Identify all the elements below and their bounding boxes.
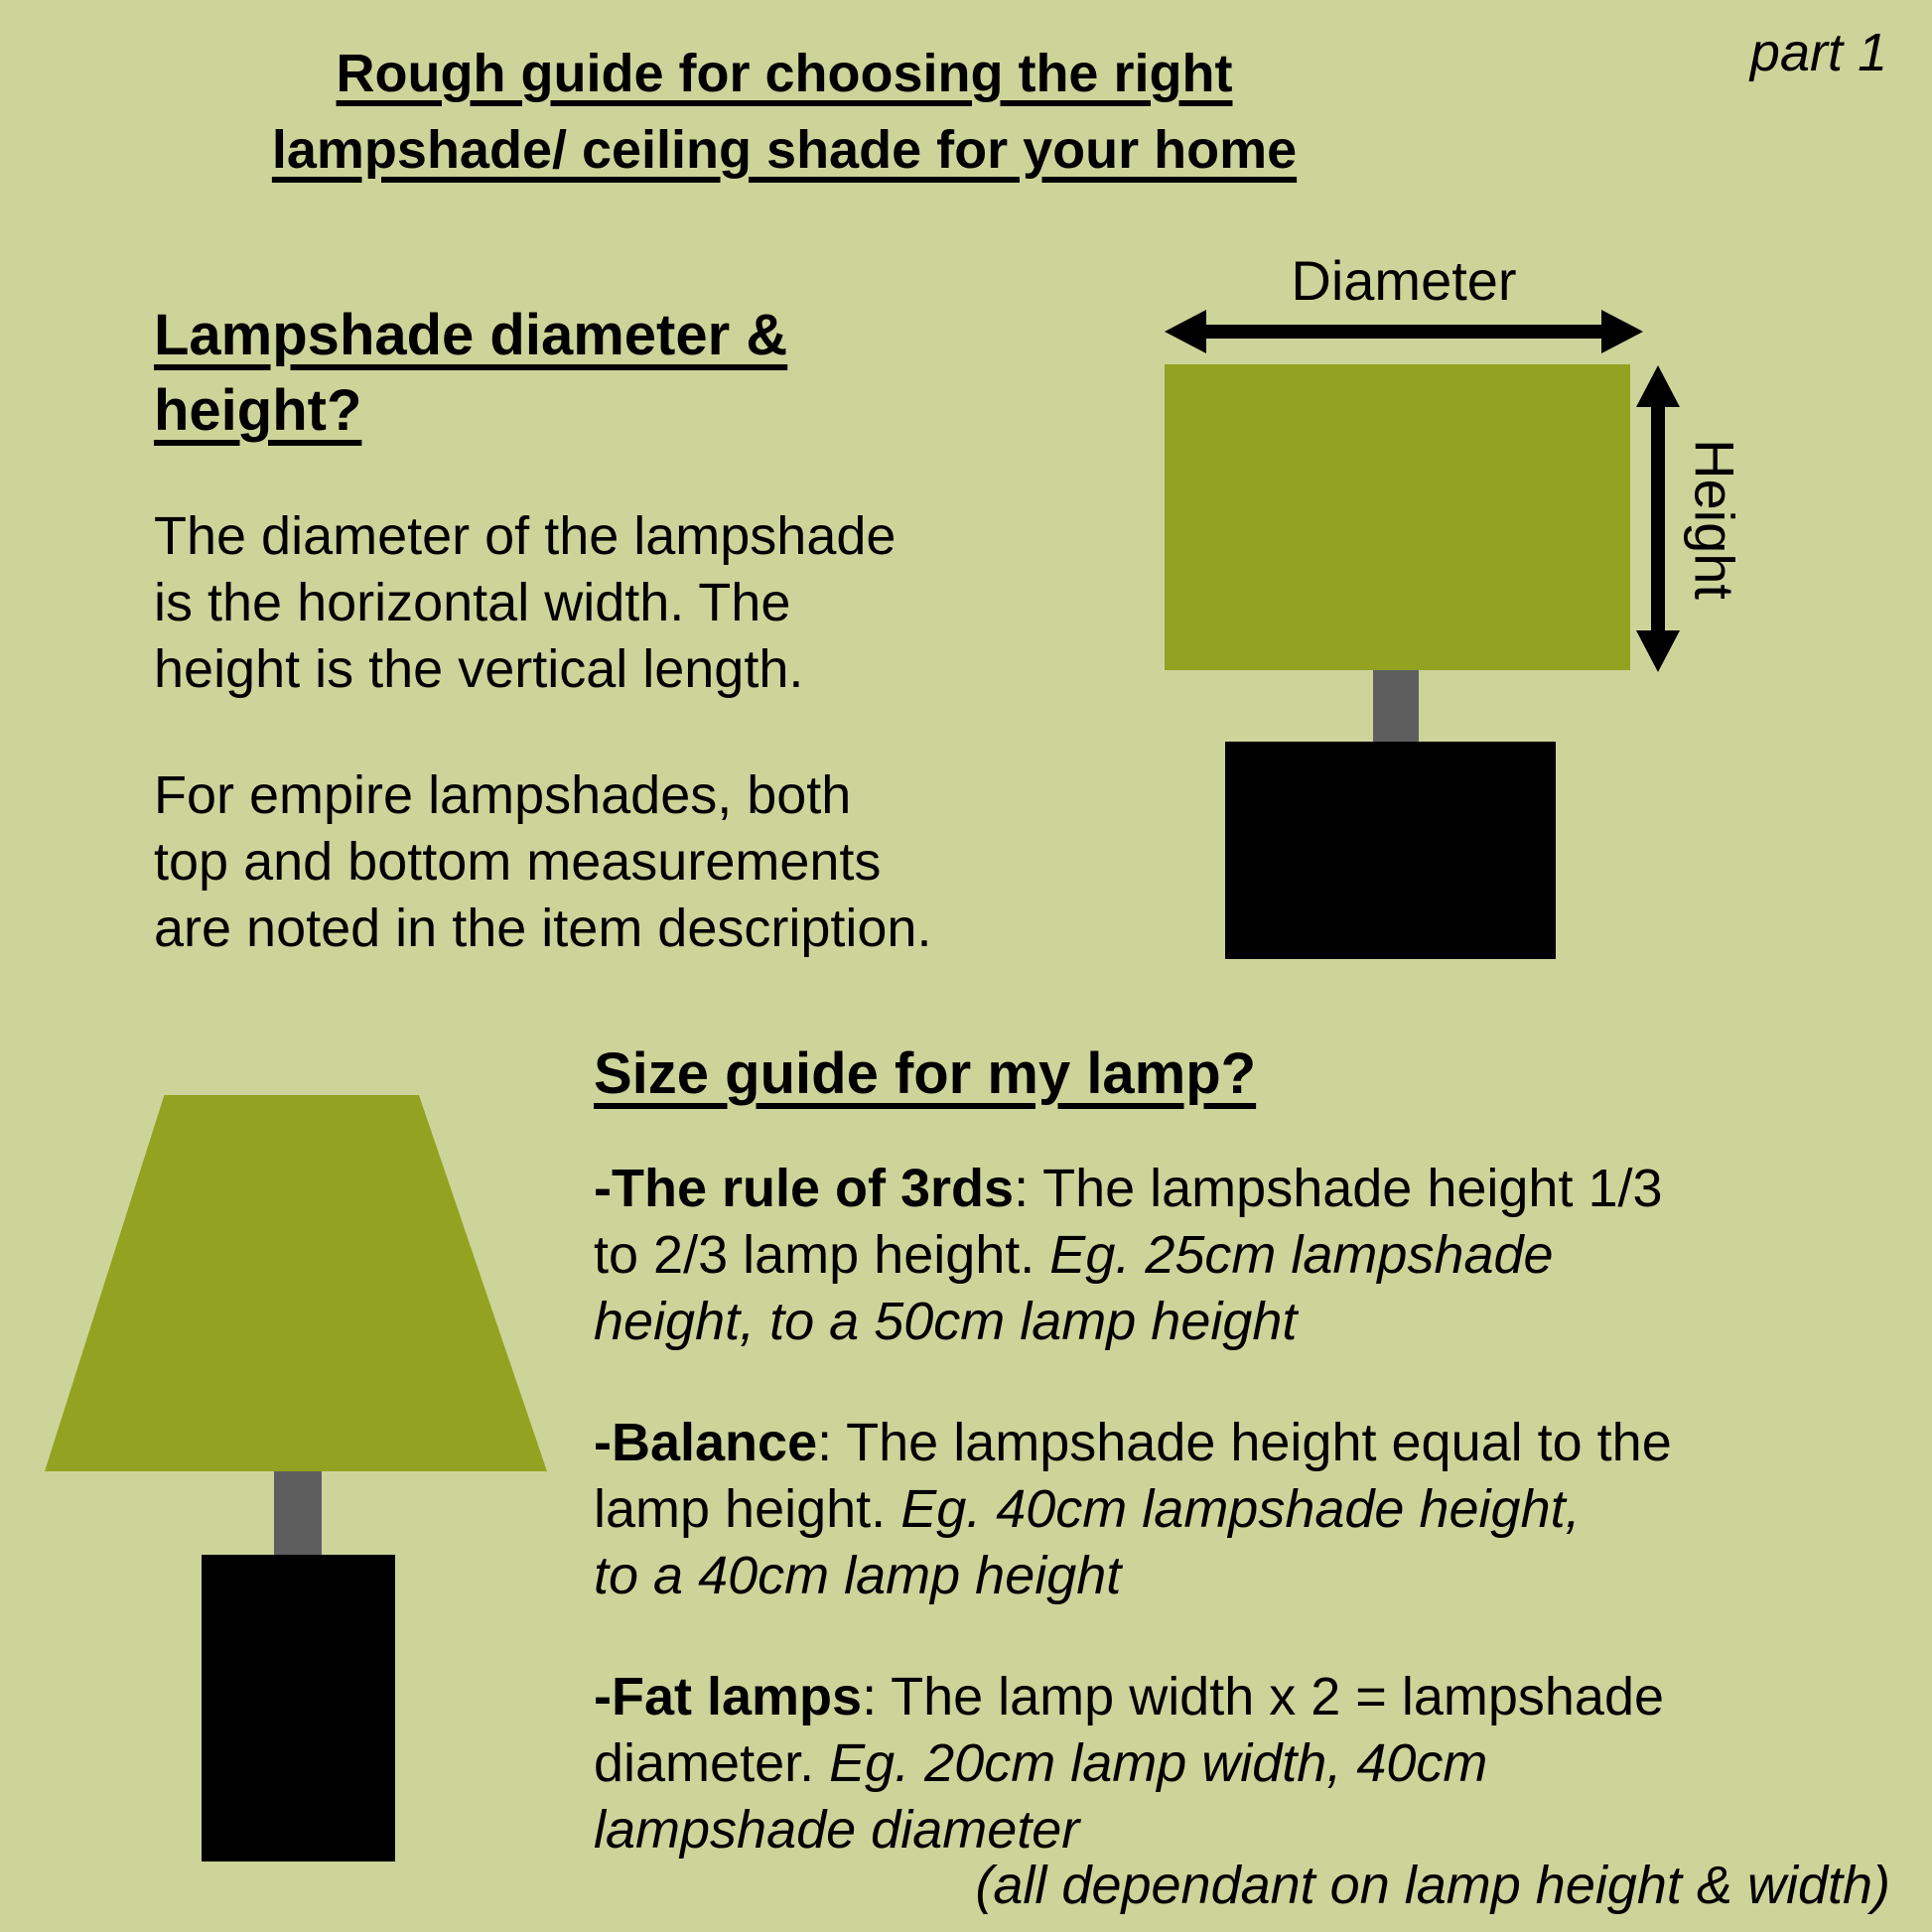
bullet-line: [594, 1730, 1924, 1797]
diameter-paragraph: [154, 503, 1127, 703]
bullet-text: : The lamp width x 2 = lampshade: [862, 1667, 1665, 1726]
arrow-right-tip-icon: [1601, 310, 1643, 353]
bullet-line: [594, 1664, 1924, 1730]
arrow-bottom-tip-icon: [1636, 630, 1680, 672]
lamp-base-shape: [202, 1555, 395, 1862]
bullet-text: to 2/3 lamp height.: [594, 1225, 1050, 1285]
bullet-line: [594, 1476, 1924, 1543]
page-title-line-1: Rough guide for choosing the right: [336, 44, 1233, 103]
footnote: (all dependant on lamp height & width): [975, 1856, 1890, 1915]
paragraph-line: height is the vertical length.: [154, 639, 804, 699]
bullet-example-text: Eg. 40cm lampshade height,: [900, 1479, 1581, 1539]
rule-of-3rds-bullet: [594, 1156, 1924, 1355]
size-guide-section: [594, 1035, 1924, 1863]
paragraph-line: top and bottom measurements: [154, 832, 882, 892]
paragraph-line: For empire lampshades, both: [154, 765, 852, 825]
lampshade-trapezoid-shape: [45, 1095, 547, 1471]
height-label: Height: [1683, 439, 1746, 600]
bullet-bold-label: -Fat lamps: [594, 1667, 863, 1726]
fat-lamps-bullet: [594, 1664, 1924, 1863]
lamp-stem-shape: [1373, 670, 1419, 742]
bullet-text: : The lampshade height equal to the: [817, 1413, 1672, 1472]
bullet-example-text: to a 40cm lamp height: [594, 1546, 1122, 1605]
bullet-line: [594, 1410, 1924, 1476]
bullet-example-text: Eg. 20cm lamp width, 40cm: [829, 1733, 1488, 1793]
diameter-height-section: [154, 298, 1127, 962]
arrow-shaft: [1206, 325, 1601, 339]
paragraph-line: is the horizontal width. The: [154, 573, 791, 632]
bullet-line: [594, 1543, 1924, 1609]
bullet-line: [594, 1797, 1924, 1863]
lamp-base-shape: [1225, 742, 1556, 959]
arrow-left-tip-icon: [1165, 310, 1206, 353]
bullet-bold-label: -The rule of 3rds: [594, 1159, 1015, 1218]
bullet-text: lamp height.: [594, 1479, 901, 1539]
balance-bullet: [594, 1410, 1924, 1609]
diameter-label: Diameter: [1291, 249, 1517, 312]
page-title: [169, 36, 1400, 189]
arrow-top-tip-icon: [1636, 365, 1680, 407]
bullet-text: diameter.: [594, 1733, 830, 1793]
section-heading-line-1: Lampshade diameter &: [154, 303, 788, 367]
bullet-example-text: height, to a 50cm lamp height: [594, 1292, 1298, 1351]
part-label: part 1: [1749, 23, 1887, 82]
diameter-arrow-icon: [1165, 308, 1643, 355]
section-heading: [154, 298, 1127, 449]
size-guide-heading: Size guide for my lamp?: [594, 1041, 1257, 1106]
bullet-text: : The lampshade height 1/3: [1014, 1159, 1663, 1218]
bullet-bold-label: -Balance: [594, 1413, 818, 1472]
section-heading-line-2: height?: [154, 378, 362, 443]
empire-paragraph: [154, 762, 1127, 962]
bullet-example-text: Eg. 25cm lampshade: [1049, 1225, 1554, 1285]
bullet-line: [594, 1156, 1924, 1222]
page-title-line-2: lampshade/ ceiling shade for your home: [271, 120, 1298, 180]
bullet-line: [594, 1289, 1924, 1355]
paragraph-line: are noted in the item description.: [154, 898, 932, 958]
bullet-line: [594, 1222, 1924, 1289]
lampshade-rectangle-shape: [1165, 364, 1630, 670]
height-arrow-icon: [1634, 365, 1682, 672]
bullet-example-text: lampshade diameter: [594, 1800, 1080, 1860]
arrow-shaft: [1651, 407, 1665, 630]
paragraph-line: The diameter of the lampshade: [154, 506, 897, 566]
lamp-stem-shape: [274, 1471, 322, 1555]
